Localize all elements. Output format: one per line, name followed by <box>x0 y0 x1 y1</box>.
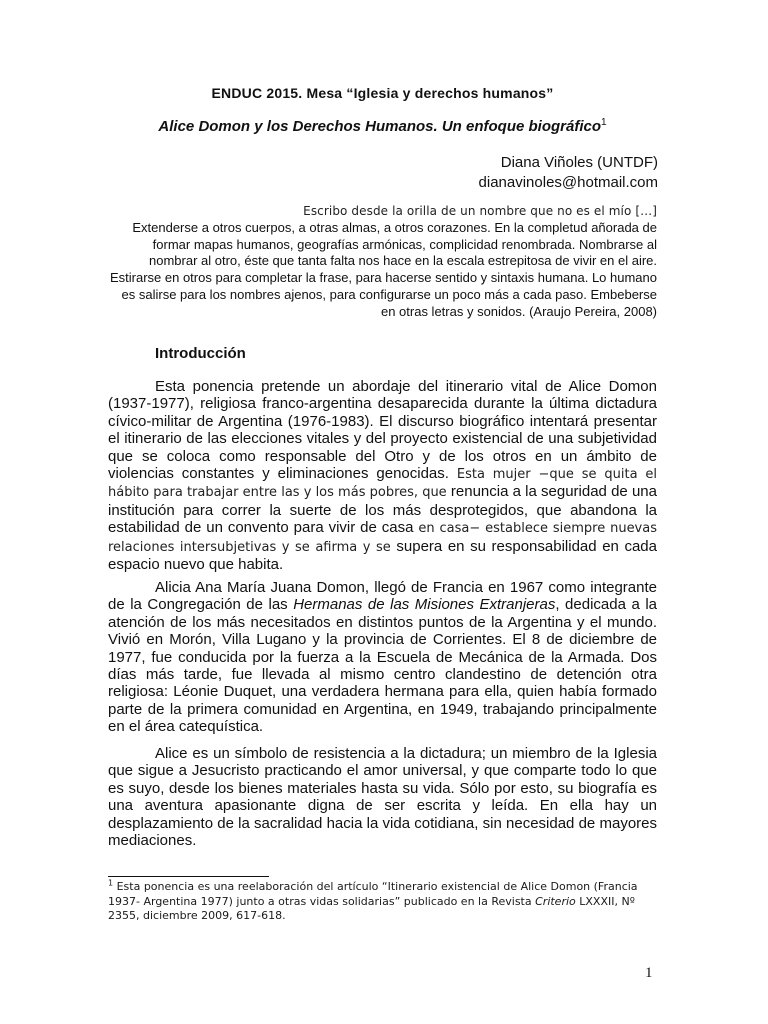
event-title: ENDUC 2015. Mesa “Iglesia y derechos humanos” <box>211 85 554 101</box>
epigraph <box>108 203 657 321</box>
paragraph-text: Alicia Ana María Juana Domon, llegó de Francia en 1967 como integrante de la Congregación de las <box>108 579 657 614</box>
paragraph-introduction <box>108 378 657 573</box>
paragraph-text-alt: Esta mujer −que se quita el hábito para trabajar entre las y los más pobres, que <box>108 467 658 501</box>
author-email: dianavinoles@hotmail.com <box>478 174 658 191</box>
footnote-marker: 1 <box>108 878 114 888</box>
epigraph-text: Extenderse a otros cuerpos, a otras almas, a otros corazones. En la completud añorada de formar mapas humanos, geografías armónicas, complicidad renombrada. Nombrarse al nombrar al otro, éste que tanta falta nos hace en la escala estrepitosa de vivir en el aire. Estirarse en otros para completar la frase, para hacerse sentido y sintaxis humana. Lo humano es salirse para los nombres ajenos, para configurarse un poco más a cada paso. Embeberse en otras letras y sonidos. (Araujo Pereira, 2008) <box>109 219 657 319</box>
author-block <box>479 153 658 193</box>
page-number: 1 <box>645 965 653 981</box>
paragraph-text: Esta ponencia pretende un abordaje del itinerario vital de Alice Domon (1937-1977), religiosa franco-argentina desaparecida durante la última dictadura cívico-militar de Argentina (1976-1983). El discurso biográfico intentará presentar el itinerario de las elecciones vitales y del proyecto existencial de una subjetividad que se coloca como responsable del Otro y de los otros en un ámbito de violencias constantes y eliminaciones genocidas. <box>108 378 657 483</box>
author-name: Diana Viñoles (UNTDF) <box>500 154 658 171</box>
footnote-journal-name: Criterio <box>535 894 576 908</box>
paragraph-text: supera en su responsabilidad en cada espacio nuevo que habita. <box>108 537 657 574</box>
congregation-name: Hermanas de las Misiones Extranjeras <box>293 596 556 614</box>
paper-title <box>108 118 657 135</box>
footnote-divider <box>108 876 269 877</box>
footnote-text: LXXXII, Nº 2355, diciembre 2009, 617-618. <box>108 894 635 922</box>
section-heading: Introducción <box>155 345 246 362</box>
paragraph-text-alt: en casa− establece siempre nuevas relaciones intersubjetivas y se afirma y se <box>108 521 657 555</box>
footnote-text: Esta ponencia es una reelaboración del artículo “Itinerario existencial de Alice Domon (Francia 1937- Argentina 1977) junto a otras vidas solidarias” publicado en la Revista <box>108 880 638 908</box>
footnote-reference: 1 <box>601 117 607 128</box>
paragraph-symbol: Alice es un símbolo de resistencia a la dictadura; un miembro de la Iglesia que sigue a Jesucristo practicando el amor universal, y que comparte todo lo que es suyo, desde los bienes materiales hasta su vida. Sólo por esto, su biografía es una aventura apasionante digna de ser escrita y leída. En ella hay un desplazamiento de la sacralidad hacia la vida cotidiana, sin necesidad de mayores mediaciones. <box>108 745 657 850</box>
footnote <box>108 880 657 924</box>
paragraph-text: , dedicada a la atención de los más necesitados en distintos puntos de la Argentina y el mundo. Vivió en Morón, Villa Lugano y la provincia de Corrientes. El 8 de diciembre de 1977, fue conducida por la fuerza a la Escuela de Mecánica de la Armada. Dos días más tarde, fue llevada al mismo centro clandestino de detención otra religiosa: Léonie Duquet, una verdadera hermana para ella, quien había formado parte de la primera comunidad en Argentina, en 1949, trabajando principalmente en el área catequística. <box>108 596 657 736</box>
epigraph-first-line: Escribo desde la orilla de un nombre que no es el mío […] <box>303 204 657 218</box>
paragraph-biography <box>108 579 657 736</box>
paper-title-text: Alice Domon y los Derechos Humanos. Un enfoque biográfico <box>158 118 601 135</box>
paragraph-text: renuncia a la seguridad de una institución para correr la suerte de los más desprotegidos, que abandona la estabilidad de un convento para vivir de casa <box>108 483 657 537</box>
